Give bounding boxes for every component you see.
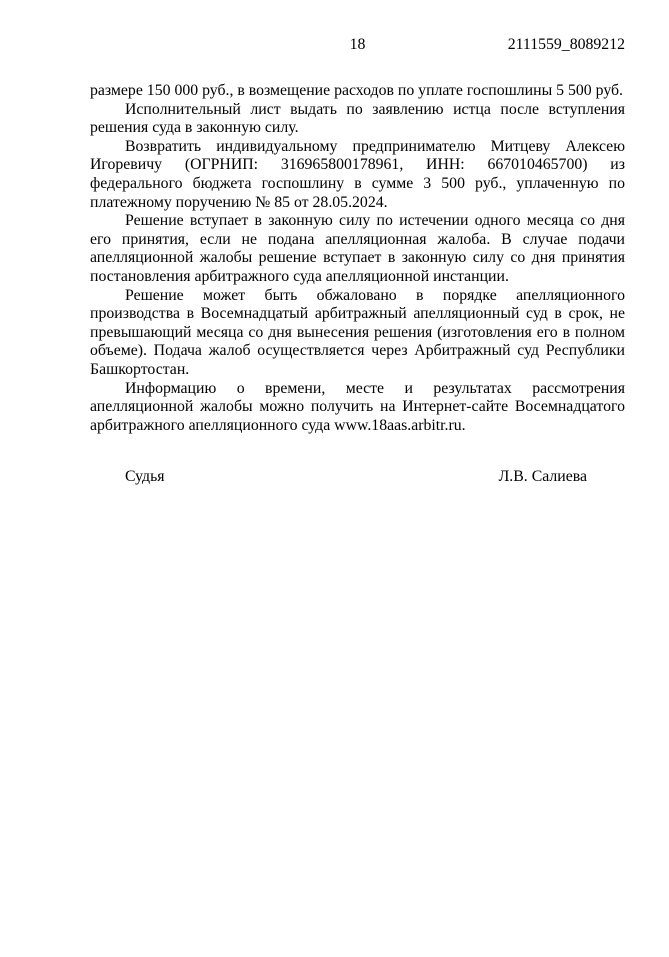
page-header bbox=[90, 36, 625, 56]
body-paragraph: Исполнительный лист выдать по заявлению истца после вступления решения суда в законную силу. bbox=[90, 100, 625, 137]
body-paragraph: Решение может быть обжаловано в порядке апелляционного производства в Восемнадцатый арбитражный апелляционный суд в срок, не превышающий месяца со дня вынесения решения (изготовления его в полном объеме). Подача жалоб осуществляется через Арбитражный суд Республики Башкортостан. bbox=[90, 286, 625, 378]
signature-row bbox=[90, 468, 625, 488]
judge-name: Л.В. Салиева bbox=[498, 468, 587, 485]
body-paragraph: Решение вступает в законную силу по истечении одного месяца со дня его принятия, если не подана апелляционная жалоба. В случае подачи апелляционной жалобы решение вступает в законную силу со дня принятия постановления арбитражного суда апелляционной инстанции. bbox=[90, 212, 625, 285]
page-number: 18 bbox=[349, 36, 366, 53]
body-paragraph: размере 150 000 руб., в возмещение расходов по уплате госпошлины 5 500 руб. bbox=[90, 82, 623, 99]
body-paragraph: Информацию о времени, месте и результатах рассмотрения апелляционной жалобы можно получить на Интернет-сайте Восемнадцатого арбитражного апелляционного суда www.18aas.arbitr.ru. bbox=[90, 379, 625, 434]
body-paragraph: Возвратить индивидуальному предпринимателю Митцеву Алексею Игоревичу (ОГРНИП: 316965800178961, ИНН: 667010465700) из федерального бюджета госпошлину в сумме 3 500 руб., уплаченную по платежному поручению № 85 от 28.05.2024. bbox=[90, 137, 625, 211]
judge-label: Судья bbox=[125, 468, 165, 485]
document-body bbox=[90, 82, 625, 435]
document-id: 2111559_8089212 bbox=[507, 36, 625, 53]
